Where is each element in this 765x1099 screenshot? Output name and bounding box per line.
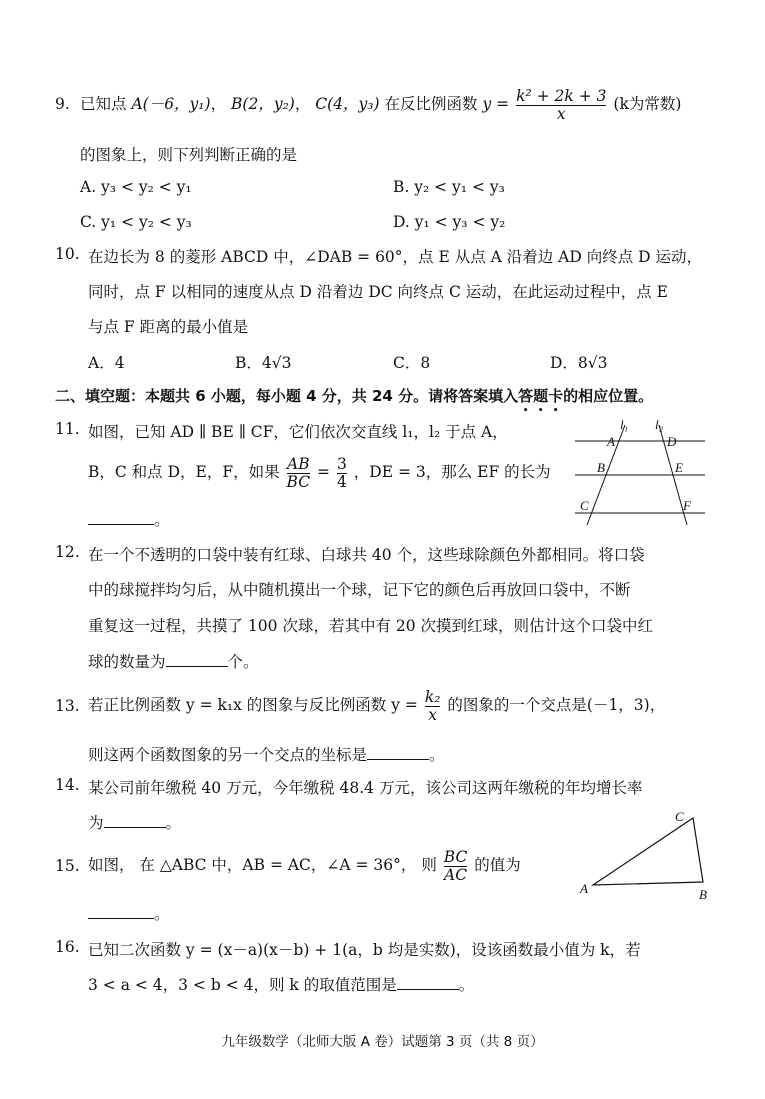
question-14-line2: 为 。 [88,814,182,832]
label-a: A [580,881,588,896]
option-a: A. y₃ < y₂ < y₁ [80,178,192,196]
question-15-line1: 如图， 在 △ABC 中，AB = AC，∠A = 36°， 则 $\frac{BC}{AC}$ 的值为 [88,847,521,884]
option-c: C．8 [393,354,431,372]
option-c: C. y₁ < y₂ < y₃ [80,213,192,231]
option-b: B. y₂ < y₁ < y₃ [393,178,505,196]
question-9-line2: 的图象上，则下列判断正确的是 [80,146,298,164]
answer-blank[interactable] [166,666,228,667]
triangle-abc [593,818,703,885]
question-14-line1: 某公司前年缴税 40 万元，今年缴税 48.4 万元，该公司这两年缴税的年均增长率 [88,779,643,797]
fraction: $\frac{\text{k₂}}{x}$ [424,687,441,724]
fraction: $\frac{3}{4}$ [336,454,347,491]
question-10-line3: 与点 F 距离的最小值是 [88,318,249,336]
answer-line: 。 [88,508,170,530]
question-number: 14. [55,776,80,794]
label-l2: l₂ [655,417,664,432]
label-a: A [607,434,615,449]
label-c: C [675,809,684,824]
parallel-lines-figure [575,415,715,527]
question-number: 16. [55,938,80,956]
question-12-line1: 在一个不透明的口袋中装有红球、白球共 40 个，这些球除颜色外都相同。将口袋 [88,546,645,564]
label-e: E [675,460,683,475]
answer-blank[interactable] [397,989,459,990]
question-10-line2: 同时，点 F 以相同的速度从点 D 沿着边 DC 向终点 C 运动，在此运动过程中，点 E [88,283,668,301]
option-d: D．8√3 [550,354,608,372]
question-number: 13. [55,697,80,715]
question-12-line4: 球的数量为 个。 [88,653,259,671]
section-heading: 二、填空题：本题共 6 小题，每小题 4 分，共 24 分。请将答案填入答题卡的相应位置。 [55,387,654,405]
question-number: 10. [55,245,80,263]
answer-blank[interactable] [367,759,429,760]
answer-blank[interactable] [104,827,166,828]
question-16-line1: 已知二次函数 y = (x－a)(x－b) + 1(a，b 均是实数)，设该函数最小值为 k，若 [88,941,641,959]
answer-blank[interactable] [88,524,154,525]
fraction: $\frac{\text{k² + 2k + 3}}{x}$ [516,86,607,123]
option-a: A．4 [88,354,125,372]
question-11-line1: 如图，已知 AD ∥ BE ∥ CF，它们依次交直线 l₁，l₂ 于点 A， [88,423,508,441]
question-16-line2: 3 < a < 4，3 < b < 4，则 k 的取值范围是 。 [88,976,475,994]
page-footer: 九年级数学（北师大版 A 卷）试题第 3 页（共 8 页） [221,1034,544,1050]
fraction: $\frac{BC}{AC}$ [443,847,468,884]
question-12-line2: 中的球搅拌均匀后，从中随机摸出一个球，记下它的颜色后再放回口袋中，不断 [88,581,631,599]
answer-blank[interactable] [88,918,154,919]
question-12-line3: 重复这一过程，共摸了 100 次球，若其中有 20 次摸到红球，则估计这个口袋中红 [88,617,654,635]
question-number: 9. [55,95,70,113]
option-d: D. y₁ < y₃ < y₂ [393,213,506,231]
question-10-line1: 在边长为 8 的菱形 ABCD 中，∠DAB = 60°，点 E 从点 A 沿着边 AD 向终点 D 运动， [88,248,703,266]
answer-line: 。 [88,902,170,924]
question-13-line1: 若正比例函数 y = k₁x 的图象与反比例函数 y = $\frac{\text{k₂}}{x}$ 的图象的一个交点是(－1，3)， [88,687,666,724]
label-c: C [580,498,589,513]
option-b: B．4√3 [235,354,292,372]
question-number: 11. [55,420,80,438]
question-13-line2: 则这两个函数图象的另一个交点的坐标是 。 [88,746,445,764]
fraction: $\frac{AB}{BC}$ [286,454,311,491]
label-b: B [597,460,605,475]
label-f: F [683,498,691,513]
question-9-line1: 已知点 A(－6，y₁)， B(2，y₂)， C(4，y₃) 在反比例函数 y = $\frac{\text{k² + 2k + 3}}{x}$ (k为常数) [80,86,682,123]
question-11-line2: B，C 和点 D，E，F，如果 $\frac{AB}{BC}$ = $\frac{3}{4}$ ，DE = 3，那么 EF 的长为 [88,454,551,491]
label-l1: l₁ [620,417,629,432]
question-number: 15. [55,857,80,875]
label-b: B [699,887,707,902]
question-number: 12. [55,543,80,561]
label-d: D [667,434,677,449]
triangle-figure [575,805,715,905]
